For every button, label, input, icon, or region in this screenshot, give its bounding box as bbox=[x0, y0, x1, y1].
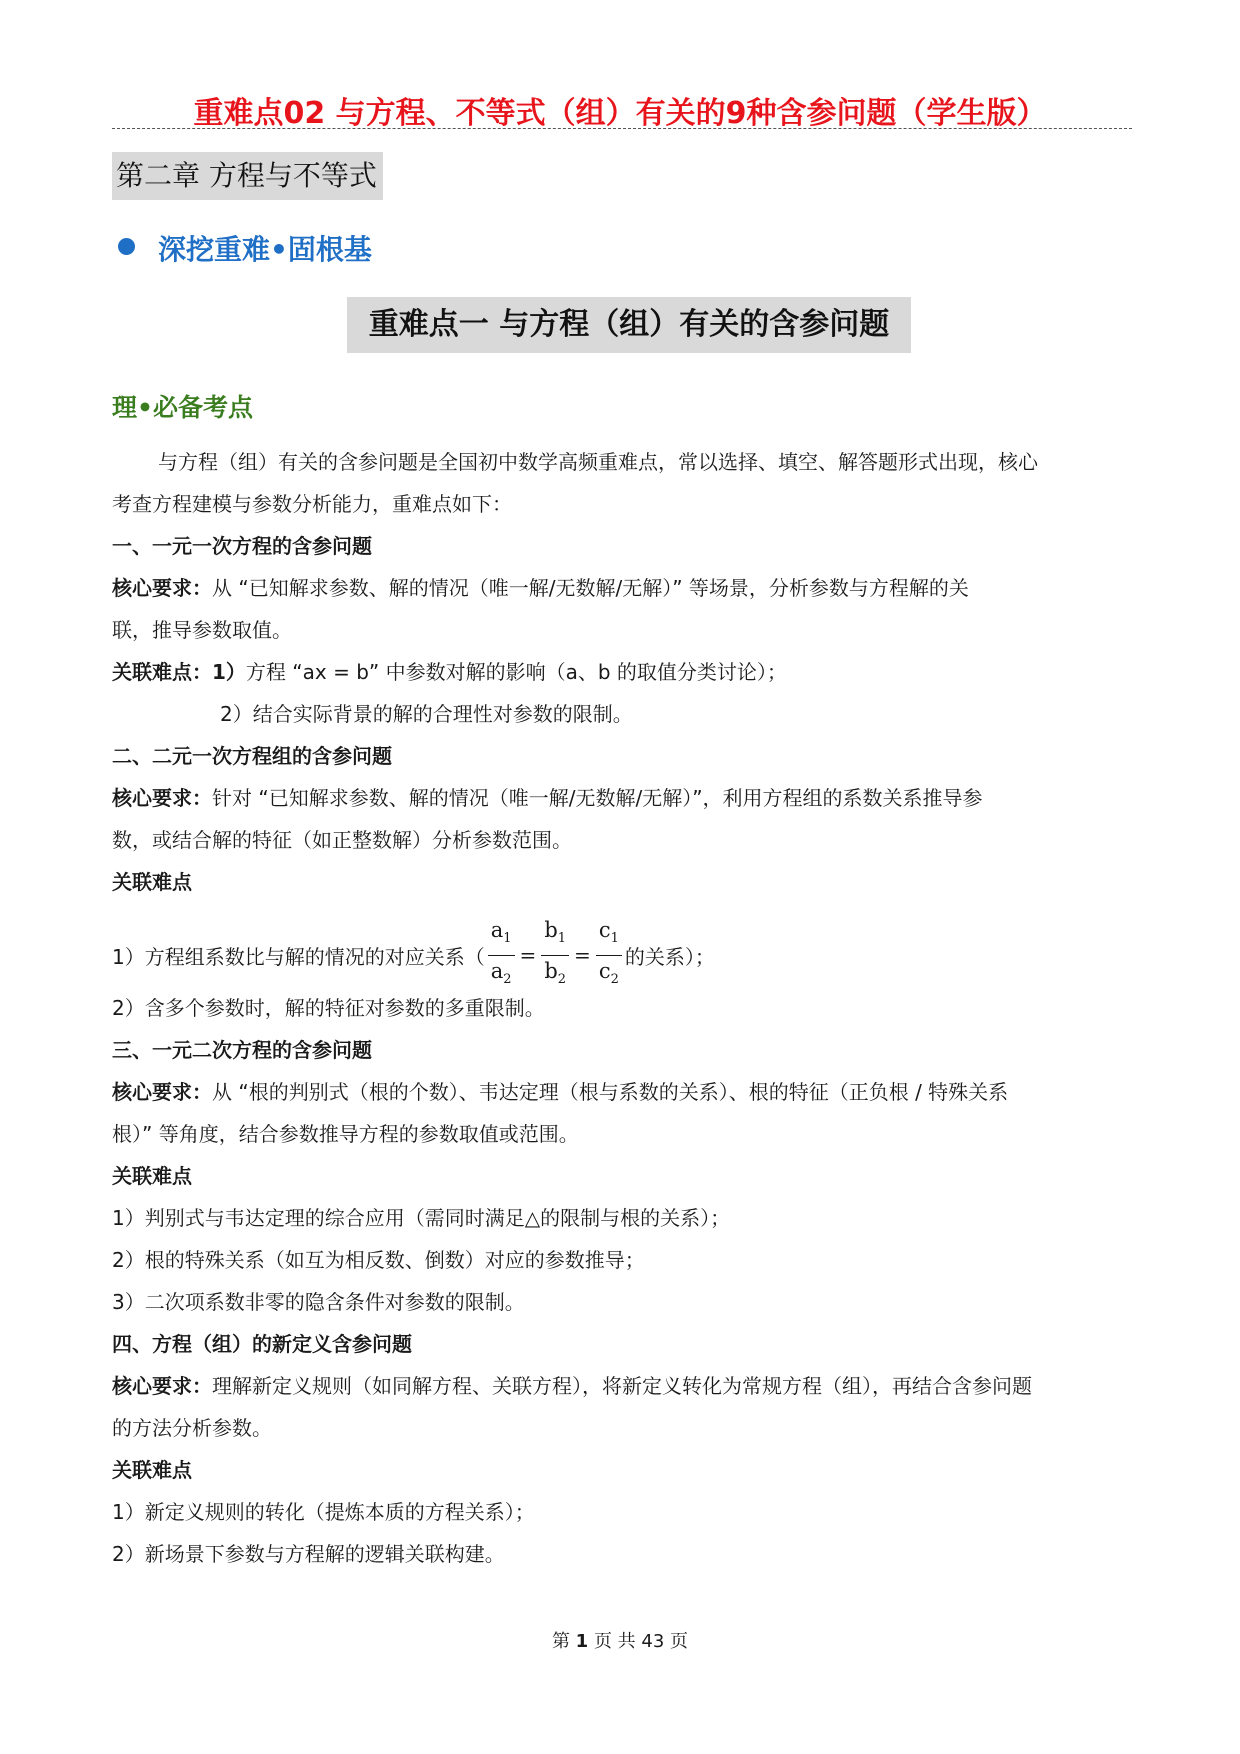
core-text: 理解新定义规则（如同解方程、关联方程），将新定义转化为常规方程（组），再结合含参问题 bbox=[212, 1374, 1032, 1398]
page-number: 1 bbox=[575, 1631, 589, 1652]
header-divider bbox=[112, 128, 1132, 129]
core-text: 从 “已知解求参数、解的情况（唯一解/无数解/无解）” 等场景，分析参数与方程解的关 bbox=[212, 576, 969, 600]
diff-prefix: 1）方程组系数比与解的情况的对应关系（ bbox=[112, 944, 485, 969]
part1-diff-1 bbox=[112, 656, 787, 685]
part3-diff-2: 2）根的特殊关系（如互为相反数、倒数）对应的参数推导； bbox=[112, 1248, 645, 1272]
part3-diff-3: 3）二次项系数非零的隐含条件对参数的限制。 bbox=[112, 1290, 525, 1314]
part1-diff-2: 2）结合实际背景的解的合理性对参数的限制。 bbox=[220, 702, 633, 726]
part4-diff-1: 1）新定义规则的转化（提炼本质的方程关系）； bbox=[112, 1500, 535, 1524]
core-text: 从 “根的判别式（根的个数）、韦达定理（根与系数的关系）、根的特征（正负根 / 特殊关系 bbox=[212, 1080, 1009, 1104]
part4-diff-2: 2）新场景下参数与方程解的逻辑关联构建。 bbox=[112, 1542, 505, 1566]
part2-core bbox=[112, 782, 983, 811]
diff-text: 方程 “ax = b” 中参数对解的影响（a、b 的取值分类讨论）； bbox=[245, 660, 787, 684]
part3-diff-1: 1）判别式与韦达定理的综合应用（需同时满足△的限制与根的关系）； bbox=[112, 1206, 731, 1230]
part2-diff-2: 2）含多个参数时，解的特征对参数的多重限制。 bbox=[112, 996, 545, 1020]
bullet-icon bbox=[118, 238, 135, 255]
part1-core bbox=[112, 572, 969, 601]
part4-core bbox=[112, 1370, 1032, 1399]
part1-core-cont: 联，推导参数取值。 bbox=[112, 618, 292, 642]
part1-title: 一、一元一次方程的含参问题 bbox=[112, 534, 372, 558]
page-total: 43 bbox=[641, 1631, 665, 1652]
part3-core-cont: 根）” 等角度，结合参数推导方程的参数取值或范围。 bbox=[112, 1122, 579, 1146]
part4-core-cont: 的方法分析参数。 bbox=[112, 1416, 272, 1440]
part4-diff-label: 关联难点 bbox=[112, 1458, 192, 1482]
core-label: 核心要求： bbox=[112, 576, 212, 600]
diff-label: 关联难点： bbox=[112, 660, 212, 684]
fraction-c: $\frac{c_1}{c_2}$ bbox=[596, 918, 622, 991]
page-footer: 第 1 页 共 43 页 bbox=[551, 1631, 689, 1652]
part3-core bbox=[112, 1076, 1008, 1105]
intro-line-1: 与方程（组）有关的含参问题是全国初中数学高频重难点，常以选择、填空、解答题形式出现，核心 bbox=[158, 450, 1038, 474]
core-label: 核心要求： bbox=[112, 1374, 212, 1398]
section-title: 深挖重难•固根基 bbox=[158, 233, 372, 266]
subheading: 理•必备考点 bbox=[112, 393, 253, 422]
topic-title: 重难点一 与方程（组）有关的含参问题 bbox=[347, 297, 911, 353]
fraction-a: $\frac{a_1}{a_2}$ bbox=[488, 918, 515, 991]
core-label: 核心要求： bbox=[112, 1080, 212, 1104]
diff-num: 1） bbox=[212, 660, 246, 684]
part2-title: 二、二元一次方程组的含参问题 bbox=[112, 744, 392, 768]
core-label: 核心要求： bbox=[112, 786, 212, 810]
core-text: 针对 “已知解求参数、解的情况（唯一解/无数解/无解）”，利用方程组的系数关系推导参 bbox=[212, 786, 983, 810]
fraction-b: $\frac{b_1}{b_2}$ bbox=[541, 918, 569, 991]
part2-diff-label: 关联难点 bbox=[112, 870, 192, 894]
equals-sign: = bbox=[574, 943, 591, 967]
diff-suffix: 的关系）； bbox=[624, 944, 715, 969]
equals-sign: = bbox=[519, 943, 537, 967]
document-title: 重难点02 与方程、不等式（组）有关的9种含参问题（学生版） bbox=[193, 96, 1047, 131]
part3-diff-label: 关联难点 bbox=[112, 1164, 192, 1188]
part4-title: 四、方程（组）的新定义含参问题 bbox=[112, 1332, 412, 1356]
chapter-heading: 第二章 方程与不等式 bbox=[112, 152, 383, 200]
intro-line-2: 考查方程建模与参数分析能力，重难点如下： bbox=[112, 492, 512, 516]
part2-diff-1 bbox=[112, 918, 715, 987]
part2-core-cont: 数，或结合解的特征（如正整数解）分析参数范围。 bbox=[112, 828, 572, 852]
part3-title: 三、一元二次方程的含参问题 bbox=[112, 1038, 372, 1062]
